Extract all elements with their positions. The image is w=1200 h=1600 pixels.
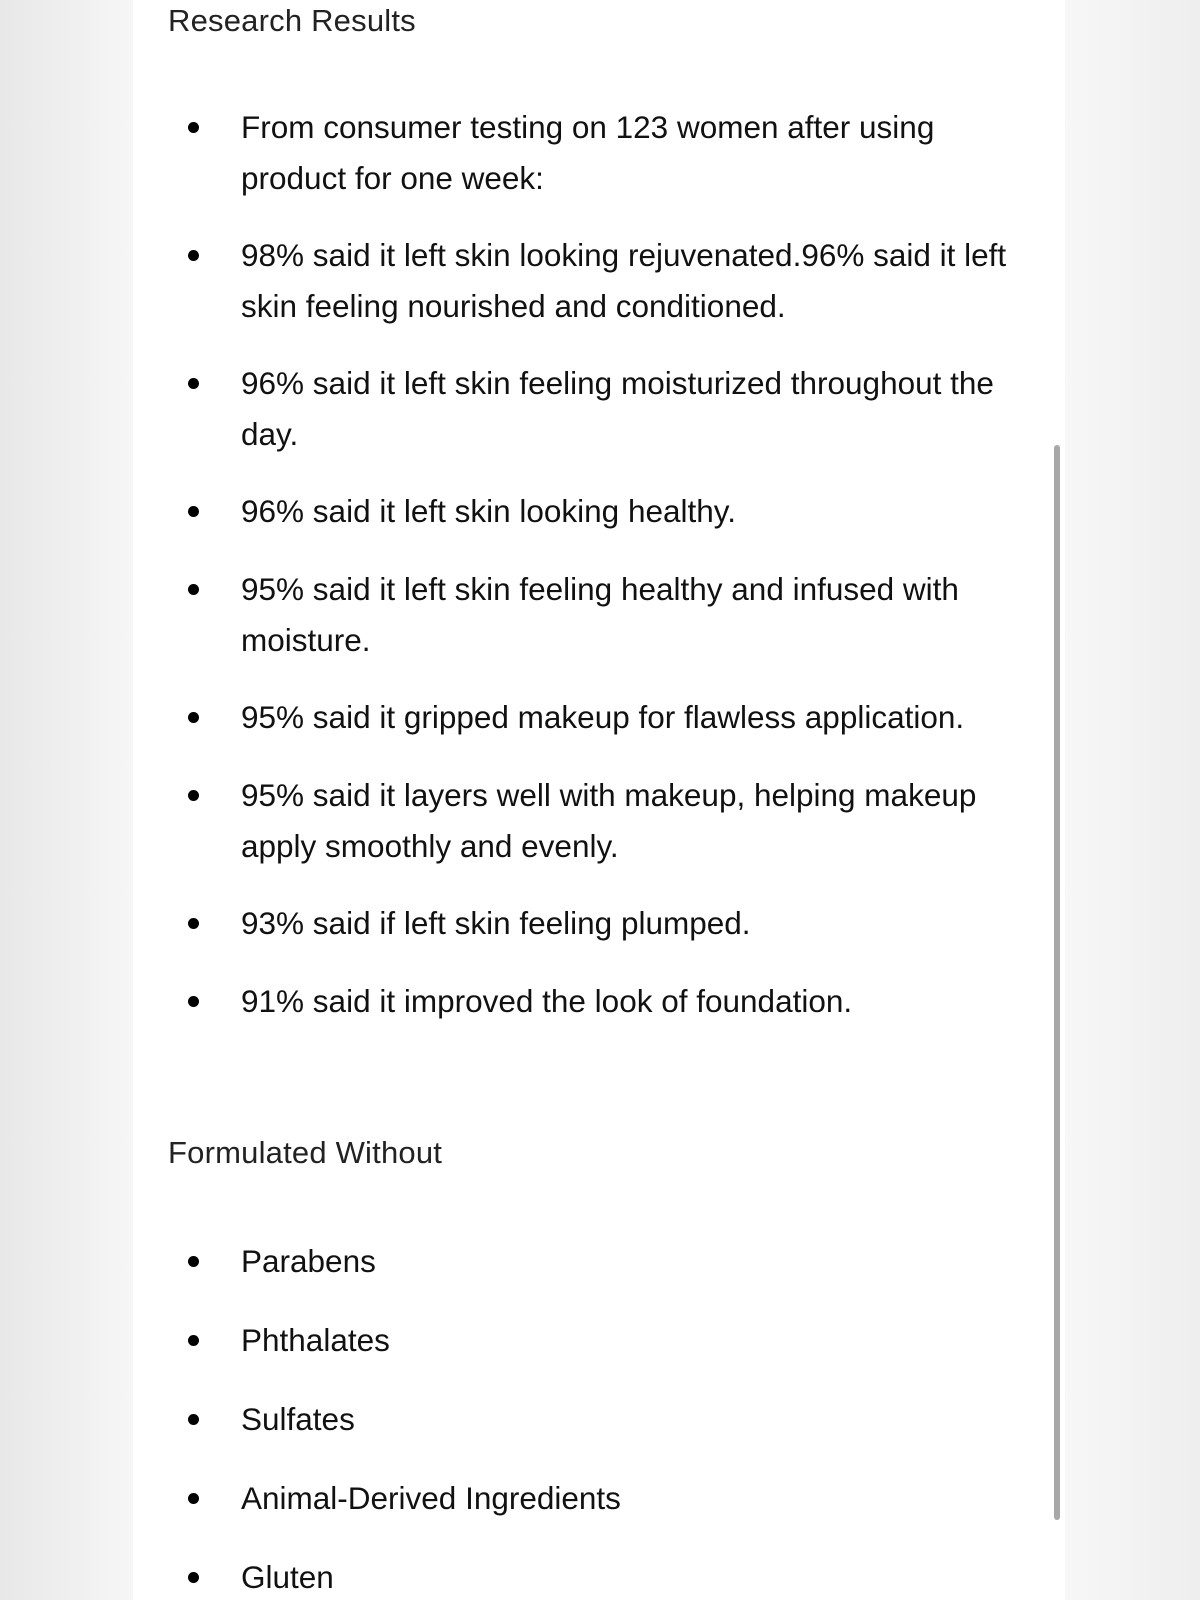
- bullet-icon: [188, 122, 199, 133]
- research-results-list: [133, 102, 1033, 1027]
- list-item: [133, 898, 1033, 949]
- left-backdrop: [0, 0, 133, 1600]
- bullet-icon: [188, 790, 199, 801]
- list-item: [133, 564, 1033, 666]
- bullet-icon: [188, 506, 199, 517]
- list-item: [133, 976, 1033, 1027]
- list-item-text: 96% said it left skin looking healthy.: [241, 493, 736, 529]
- bullet-icon: [188, 1572, 199, 1583]
- list-item: [133, 486, 1033, 537]
- list-item: [133, 692, 1033, 743]
- list-item: [133, 770, 1033, 872]
- list-item-text: 91% said it improved the look of foundation.: [241, 983, 853, 1019]
- list-item: [133, 1236, 1033, 1287]
- bullet-icon: [188, 250, 199, 261]
- list-item: [133, 1315, 1033, 1366]
- list-item-text: 98% said it left skin looking rejuvenated.96% said it left skin feeling nourished and conditioned.: [241, 237, 1007, 324]
- formulated-without-list: [133, 1236, 1033, 1600]
- list-item-text: Sulfates: [241, 1401, 355, 1437]
- vertical-scrollbar[interactable]: [1054, 445, 1060, 1520]
- list-item-text: Gluten: [241, 1559, 334, 1595]
- bullet-icon: [188, 712, 199, 723]
- list-item-text: 93% said if left skin feeling plumped.: [241, 905, 751, 941]
- list-item-text: 95% said it left skin feeling healthy and infused with moisture.: [241, 571, 959, 658]
- list-item: [133, 358, 1033, 460]
- right-backdrop: [1065, 0, 1200, 1600]
- product-details-panel: [133, 0, 1065, 1600]
- bullet-icon: [188, 996, 199, 1007]
- research-results-heading: Research Results: [168, 3, 416, 38]
- bullet-icon: [188, 378, 199, 389]
- list-item-text: Phthalates: [241, 1322, 390, 1358]
- list-item-text: Parabens: [241, 1243, 376, 1279]
- list-item: [133, 230, 1033, 332]
- bullet-icon: [188, 1256, 199, 1267]
- list-item-text: 95% said it layers well with makeup, helping makeup apply smoothly and evenly.: [241, 777, 977, 864]
- list-item-text: From consumer testing on 123 women after using product for one week:: [241, 109, 935, 196]
- bullet-icon: [188, 1493, 199, 1504]
- list-item-text: 95% said it gripped makeup for flawless application.: [241, 699, 965, 735]
- list-item-text: Animal-Derived Ingredients: [241, 1480, 621, 1516]
- list-item: [133, 1552, 1033, 1600]
- bullet-icon: [188, 584, 199, 595]
- list-item: [133, 1394, 1033, 1445]
- list-item: [133, 102, 1033, 204]
- bullet-icon: [188, 1414, 199, 1425]
- bullet-icon: [188, 1335, 199, 1346]
- formulated-without-heading: Formulated Without: [168, 1135, 443, 1170]
- bullet-icon: [188, 918, 199, 929]
- list-item: [133, 1473, 1033, 1524]
- list-item-text: 96% said it left skin feeling moisturized throughout the day.: [241, 365, 994, 452]
